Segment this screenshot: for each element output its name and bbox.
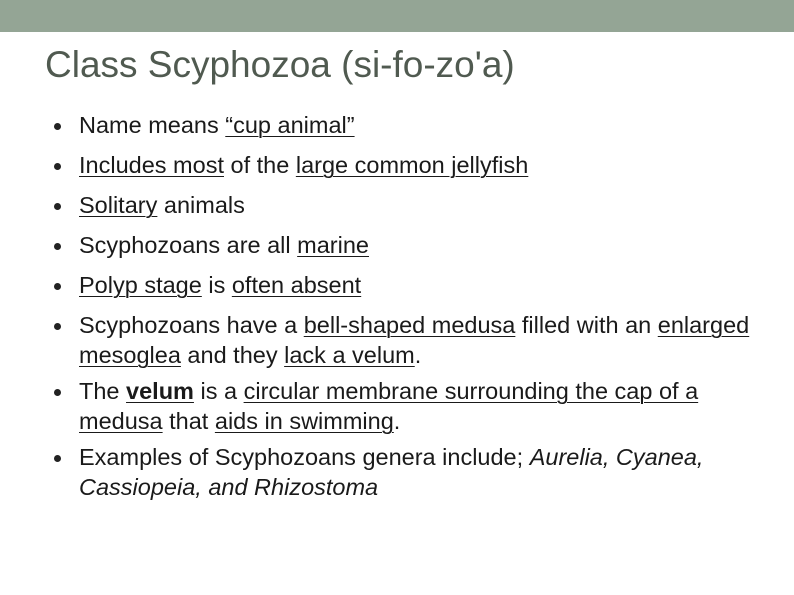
bullet-text-segment: filled with an <box>515 312 658 338</box>
bullet-list <box>54 110 754 512</box>
bullet-text-segment: lack a velum <box>284 342 415 368</box>
bullet-dot-icon <box>54 389 61 396</box>
bullet-text-segment: “cup animal” <box>225 112 355 138</box>
bullet-text <box>79 312 749 368</box>
bullet-text-segment: velum <box>126 378 194 404</box>
bullet-text-segment: Polyp stage <box>79 272 202 298</box>
bullet-text-segment: Scyphozoans are all <box>79 232 298 258</box>
bullet-dot-icon <box>54 123 61 130</box>
bullet-dot-icon <box>54 323 61 330</box>
bullet-text-segment: . <box>393 408 401 434</box>
bullet-dot-icon <box>54 455 61 462</box>
bullet-text-segment: Scyphozoans have a <box>79 312 304 338</box>
bullet-item <box>54 190 754 220</box>
bullet-item <box>54 150 754 180</box>
bullet-item <box>54 310 754 370</box>
bullet-text-segment: aids in swimming <box>214 408 394 434</box>
bullet-text-segment: of the <box>223 152 296 178</box>
bullet-text <box>79 192 245 218</box>
bullet-dot-icon <box>54 203 61 210</box>
bullet-text-segment: and they <box>180 342 285 368</box>
bullet-text-segment: large common jellyfish <box>295 152 529 178</box>
bullet-text <box>79 112 355 138</box>
bullet-text-segment: Examples of Scyphozoans genera include; <box>79 444 530 470</box>
bullet-text-segment: Name means <box>79 112 226 138</box>
bullet-item <box>54 376 754 436</box>
bullet-text-segment: Includes most <box>79 152 224 178</box>
bullet-text-segment: is a <box>193 378 244 404</box>
bullet-item <box>54 230 754 260</box>
bullet-item <box>54 442 754 502</box>
bullet-dot-icon <box>54 243 61 250</box>
bullet-text <box>79 232 369 258</box>
slide-title: Class Scyphozoa (si-fo-zo'a) <box>45 44 515 85</box>
bullet-text <box>79 272 361 298</box>
bullet-text-segment: often absent <box>231 272 362 298</box>
bullet-item <box>54 110 754 140</box>
bullet-text-segment: animals <box>157 192 245 218</box>
bullet-text-segment: Solitary <box>79 192 158 218</box>
bullet-text-segment: that <box>162 408 215 434</box>
bullet-text <box>79 378 698 434</box>
slide-header-bar <box>0 0 794 32</box>
bullet-text-segment: circular membrane surrounding the cap of a medusa <box>79 378 699 434</box>
bullet-text-segment: The <box>79 378 127 404</box>
bullet-text-segment: . <box>414 342 422 368</box>
bullet-text-segment: Aurelia, Cyanea, Cassiopeia, and Rhizostoma <box>79 444 704 500</box>
bullet-dot-icon <box>54 163 61 170</box>
bullet-text <box>79 444 703 500</box>
bullet-item <box>54 270 754 300</box>
bullet-text-segment: marine <box>297 232 369 258</box>
bullet-text-segment: bell-shaped medusa <box>303 312 516 338</box>
bullet-text-segment: is <box>201 272 232 298</box>
bullet-dot-icon <box>54 283 61 290</box>
bullet-text-segment: enlarged mesoglea <box>79 312 750 368</box>
bullet-text <box>79 152 528 178</box>
